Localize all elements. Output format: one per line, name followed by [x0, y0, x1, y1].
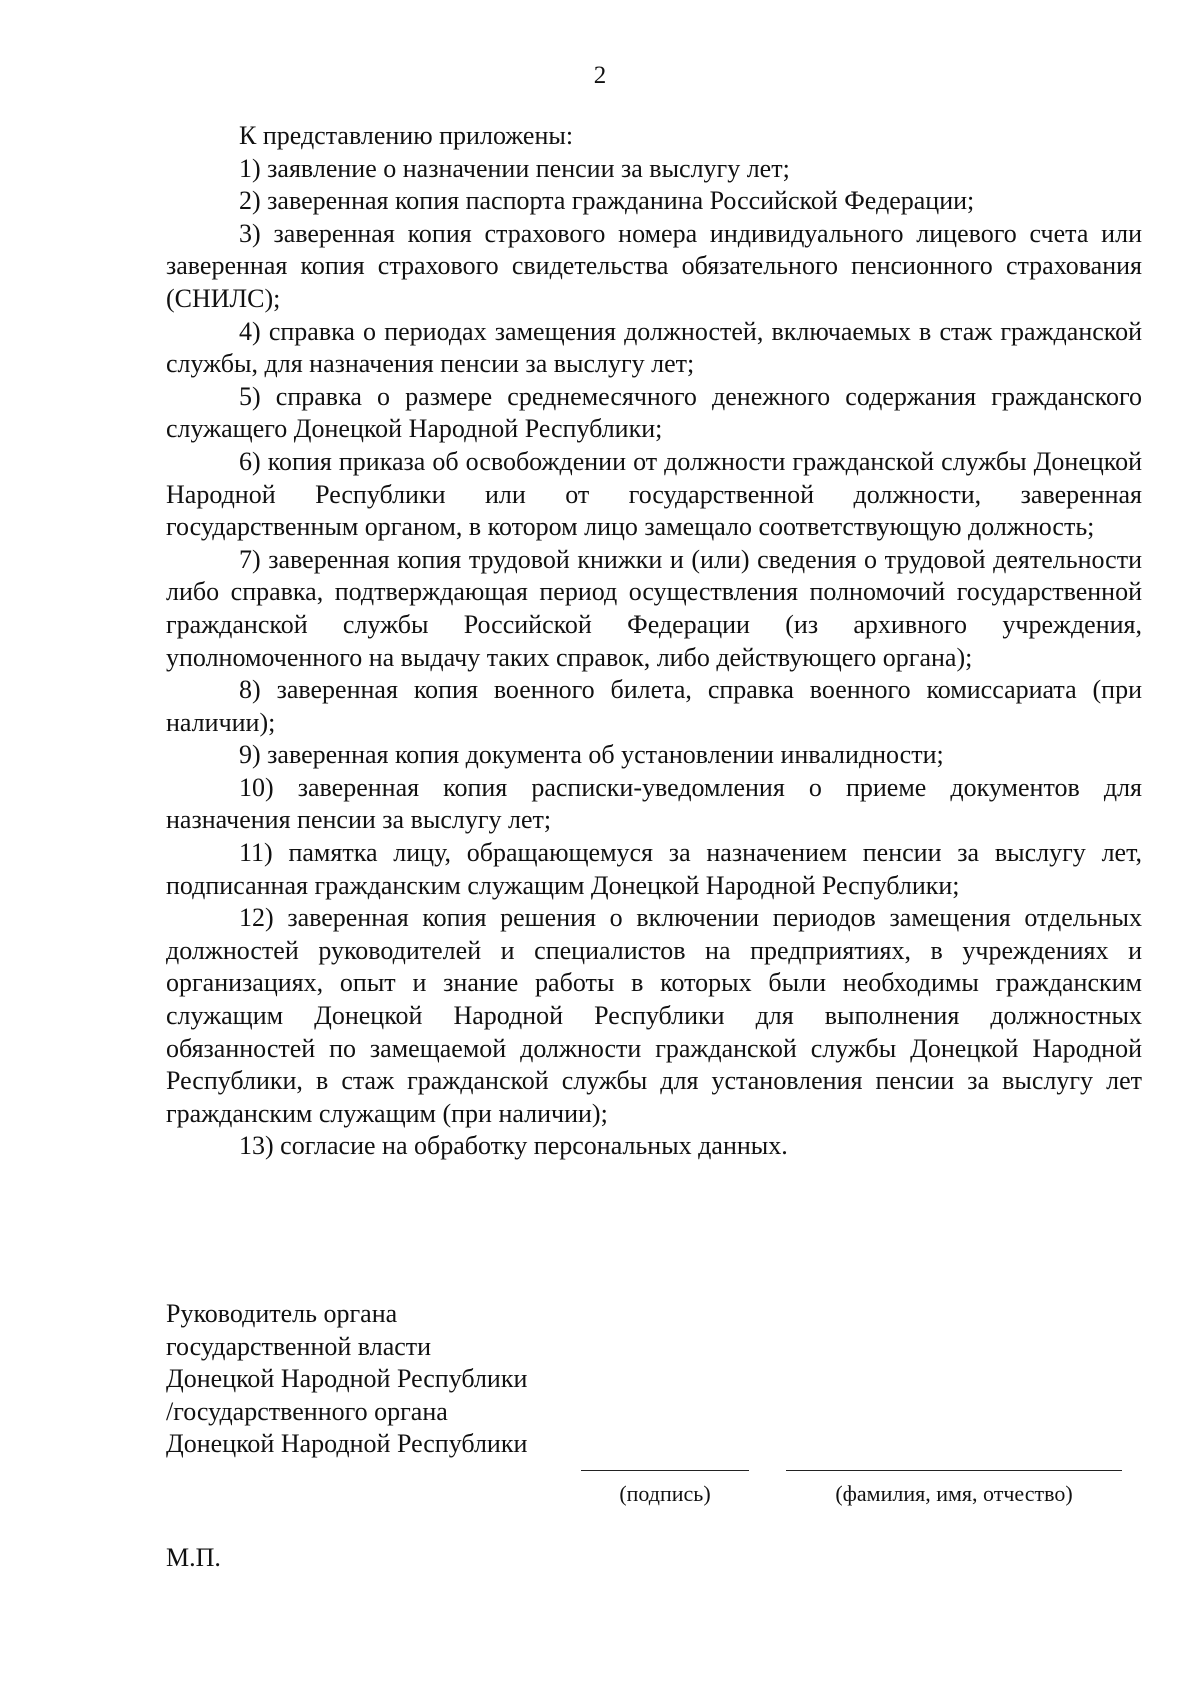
signatory-line: Руководитель органа	[166, 1299, 398, 1328]
signatory-line: государственной власти	[166, 1331, 432, 1361]
list-item: 4) справка о периодах замещения должностей, включаемых в стаж гражданской службы, для назначения пенсии за выслугу лет;	[166, 316, 1142, 379]
list-item: 11) памятка лицу, обращающемуся за назначением пенсии за выслугу лет, подписанная гражданским служащим Донецкой Народной Республики;	[166, 838, 1142, 900]
attachments-list	[166, 120, 1142, 1163]
signature-caption: (подпись)	[619, 1481, 711, 1506]
stamp-place-label: М.П.	[166, 1543, 221, 1572]
full-name-caption: (фамилия, имя, отчество)	[835, 1481, 1073, 1506]
list-item: 12) заверенная копия решения о включении периодов замещения отдельных должностей руководителей и специалистов на предприятиях, в учреждениях и организациях, опыт и знание работы в которых были необходимы гражданским служащим Донецкой Народной Республики для выполнения должностных обязанностей по замещаемой должности гражданской службы Донецкой Народной Республики, в стаж гражданской службы для установления пенсии за выслугу лет гражданским служащим (при наличии);	[166, 903, 1142, 1128]
list-item: 13) согласие на обработку персональных данных.	[239, 1131, 788, 1161]
page-number: 2	[593, 62, 607, 89]
signatory-line: Донецкой Народной Республики	[166, 1364, 528, 1394]
list-item: 6) копия приказа об освобождении от должности гражданской службы Донецкой Народной Республики или от государственной должности, заверенная государственным органом, в котором лицо замещало соответствующую должность;	[166, 446, 1142, 542]
full-name-line	[786, 1470, 1122, 1471]
list-item: 3) заверенная копия страхового номера индивидуального лицевого счета или заверенная копия страхового свидетельства обязательного пенсионного страхования (СНИЛС);	[166, 218, 1142, 313]
list-item: 9) заверенная копия документа об установлении инвалидности;	[239, 740, 944, 770]
list-item: 8) заверенная копия военного билета, справка военного комиссариата (при наличии);	[166, 675, 1142, 737]
signatory-line: Донецкой Народной Республики	[166, 1429, 528, 1459]
list-item: 2) заверенная копия паспорта гражданина Российской Федерации;	[239, 186, 975, 216]
list-item: 5) справка о размере среднемесячного денежного содержания гражданского служащего Донецкой Народной Республики;	[166, 381, 1142, 444]
signatory-line: /государственного органа	[166, 1396, 448, 1426]
signature-line	[581, 1470, 749, 1471]
signatory-title	[166, 1298, 586, 1461]
list-item: 7) заверенная копия трудовой книжки и (или) сведения о трудовой деятельности либо справка, подтверждающая период осуществления полномочий государственной гражданской службы Российской Федерации (из архивного учреждения, уполномоченного на выдачу таких справок, либо действующего органа);	[166, 544, 1142, 672]
attachments-intro: К представлению приложены:	[239, 121, 574, 150]
list-item: 10) заверенная копия расписки-уведомления о приеме документов для назначения пенсии за выслугу лет;	[166, 772, 1142, 835]
list-item: 1) заявление о назначении пенсии за выслугу лет;	[239, 153, 790, 183]
